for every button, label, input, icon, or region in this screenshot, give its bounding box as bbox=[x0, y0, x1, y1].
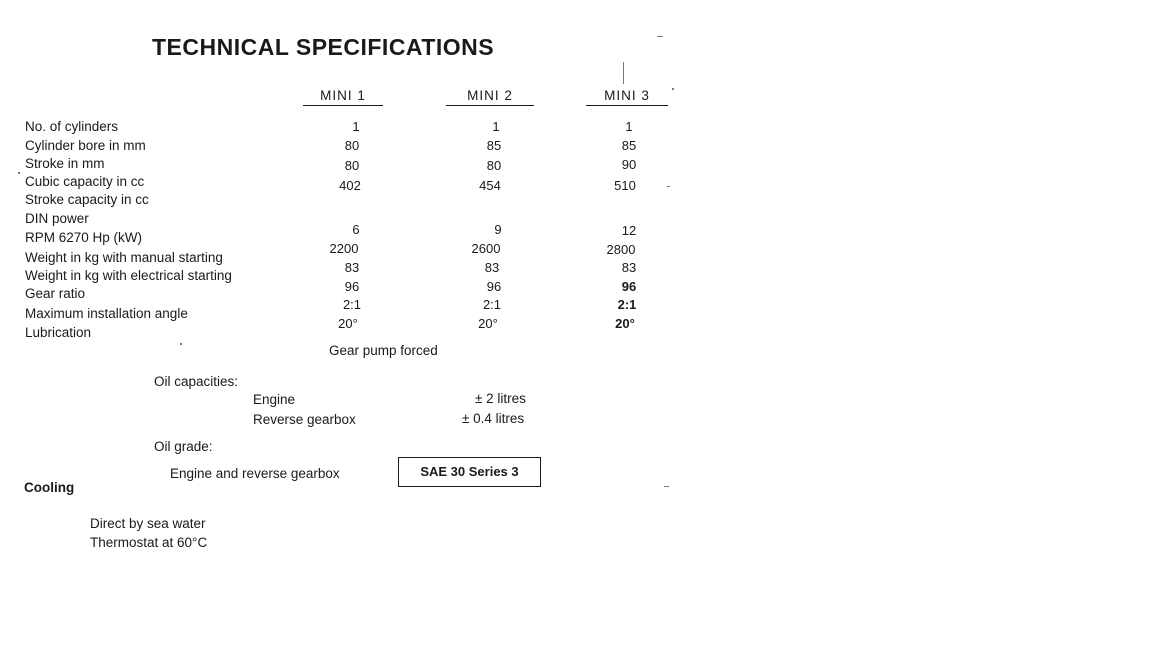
cell-mini3-weight-electrical: 96 bbox=[621, 279, 637, 294]
cell-mini2-angle: 20° bbox=[478, 316, 498, 331]
scan-artifact-dash bbox=[664, 486, 669, 487]
row-label-cubic-capacity: Cubic capacity in cc bbox=[25, 174, 145, 189]
scan-artifact-dot bbox=[18, 172, 20, 174]
cell-mini2-weight-electrical: 96 bbox=[486, 279, 502, 294]
cooling-line-2: Thermostat at 60°C bbox=[90, 535, 208, 550]
cooling-heading: Cooling bbox=[24, 480, 75, 495]
cell-mini1-rpm: 2200 bbox=[329, 241, 359, 256]
cell-mini2-bore: 85 bbox=[486, 138, 502, 153]
row-label-cylinders: No. of cylinders bbox=[25, 119, 119, 134]
row-label-lubrication: Lubrication bbox=[25, 325, 92, 340]
scan-artifact-dash bbox=[667, 186, 670, 187]
cell-mini3-cubic: 510 bbox=[614, 178, 636, 193]
row-label-stroke-capacity: Stroke capacity in cc bbox=[25, 192, 149, 207]
scan-artifact-dot bbox=[672, 88, 674, 90]
cell-mini1-bore: 80 bbox=[344, 138, 360, 153]
cell-mini1-cylinders: 1 bbox=[352, 119, 360, 134]
cell-mini2-cubic: 454 bbox=[479, 178, 501, 193]
cell-mini1-weight-manual: 83 bbox=[344, 260, 360, 275]
row-label-rpm-hp: RPM 6270 Hp (kW) bbox=[25, 230, 143, 245]
cell-mini3-stroke: 90 bbox=[621, 157, 637, 172]
cell-mini2-gear-ratio: 2:1 bbox=[482, 297, 502, 312]
cell-mini3-cylinders: 1 bbox=[625, 119, 633, 134]
oil-grade-item-label: Engine and reverse gearbox bbox=[170, 466, 340, 481]
cell-mini3-bore: 85 bbox=[621, 138, 637, 153]
cell-mini1-weight-electrical: 96 bbox=[344, 279, 360, 294]
row-label-weight-manual: Weight in kg with manual starting bbox=[25, 250, 223, 265]
cell-mini1-gear-ratio: 2:1 bbox=[342, 297, 362, 312]
column-header-mini-3: MINI 3 bbox=[586, 88, 668, 106]
cell-mini3-hp: 12 bbox=[621, 223, 637, 238]
cell-mini3-rpm: 2800 bbox=[606, 242, 636, 257]
cell-mini2-rpm: 2600 bbox=[471, 241, 501, 256]
row-label-bore: Cylinder bore in mm bbox=[25, 138, 146, 153]
page-title: TECHNICAL SPECIFICATIONS bbox=[152, 34, 495, 60]
oil-gearbox-value: ± 0.4 litres bbox=[462, 411, 525, 426]
cell-mini1-stroke: 80 bbox=[344, 158, 360, 173]
row-label-din-power: DIN power bbox=[25, 211, 89, 226]
oil-gearbox-label: Reverse gearbox bbox=[253, 412, 356, 427]
cell-mini2-cylinders: 1 bbox=[492, 119, 500, 134]
cooling-line-1: Direct by sea water bbox=[90, 516, 206, 531]
scan-artifact-dash bbox=[657, 36, 663, 37]
cell-mini3-angle: 20° bbox=[615, 316, 635, 331]
row-label-installation-angle: Maximum installation angle bbox=[25, 306, 188, 321]
cell-mini3-gear-ratio: 2:1 bbox=[617, 297, 637, 312]
cell-mini2-hp: 9 bbox=[494, 222, 502, 237]
cell-mini1-angle: 20° bbox=[338, 316, 358, 331]
scan-artifact-line bbox=[623, 62, 624, 84]
oil-grade-label: Oil grade: bbox=[154, 439, 213, 454]
row-label-stroke: Stroke in mm bbox=[25, 156, 105, 171]
scan-artifact-dot bbox=[180, 343, 182, 345]
cell-mini2-stroke: 80 bbox=[486, 158, 502, 173]
column-header-mini-2: MINI 2 bbox=[446, 88, 534, 106]
oil-capacities-label: Oil capacities: bbox=[154, 374, 239, 389]
row-label-weight-electrical: Weight in kg with electrical starting bbox=[25, 268, 232, 283]
lubrication-value: Gear pump forced bbox=[329, 343, 438, 358]
cell-mini2-weight-manual: 83 bbox=[484, 260, 500, 275]
column-header-mini-1: MINI 1 bbox=[303, 88, 383, 106]
cell-mini1-cubic: 402 bbox=[339, 178, 361, 193]
oil-grade-value-box: SAE 30 Series 3 bbox=[398, 457, 541, 487]
oil-engine-label: Engine bbox=[253, 392, 296, 407]
cell-mini1-hp: 6 bbox=[352, 222, 360, 237]
cell-mini3-weight-manual: 83 bbox=[621, 260, 637, 275]
oil-engine-value: ± 2 litres bbox=[475, 391, 526, 406]
row-label-gear-ratio: Gear ratio bbox=[25, 286, 86, 301]
